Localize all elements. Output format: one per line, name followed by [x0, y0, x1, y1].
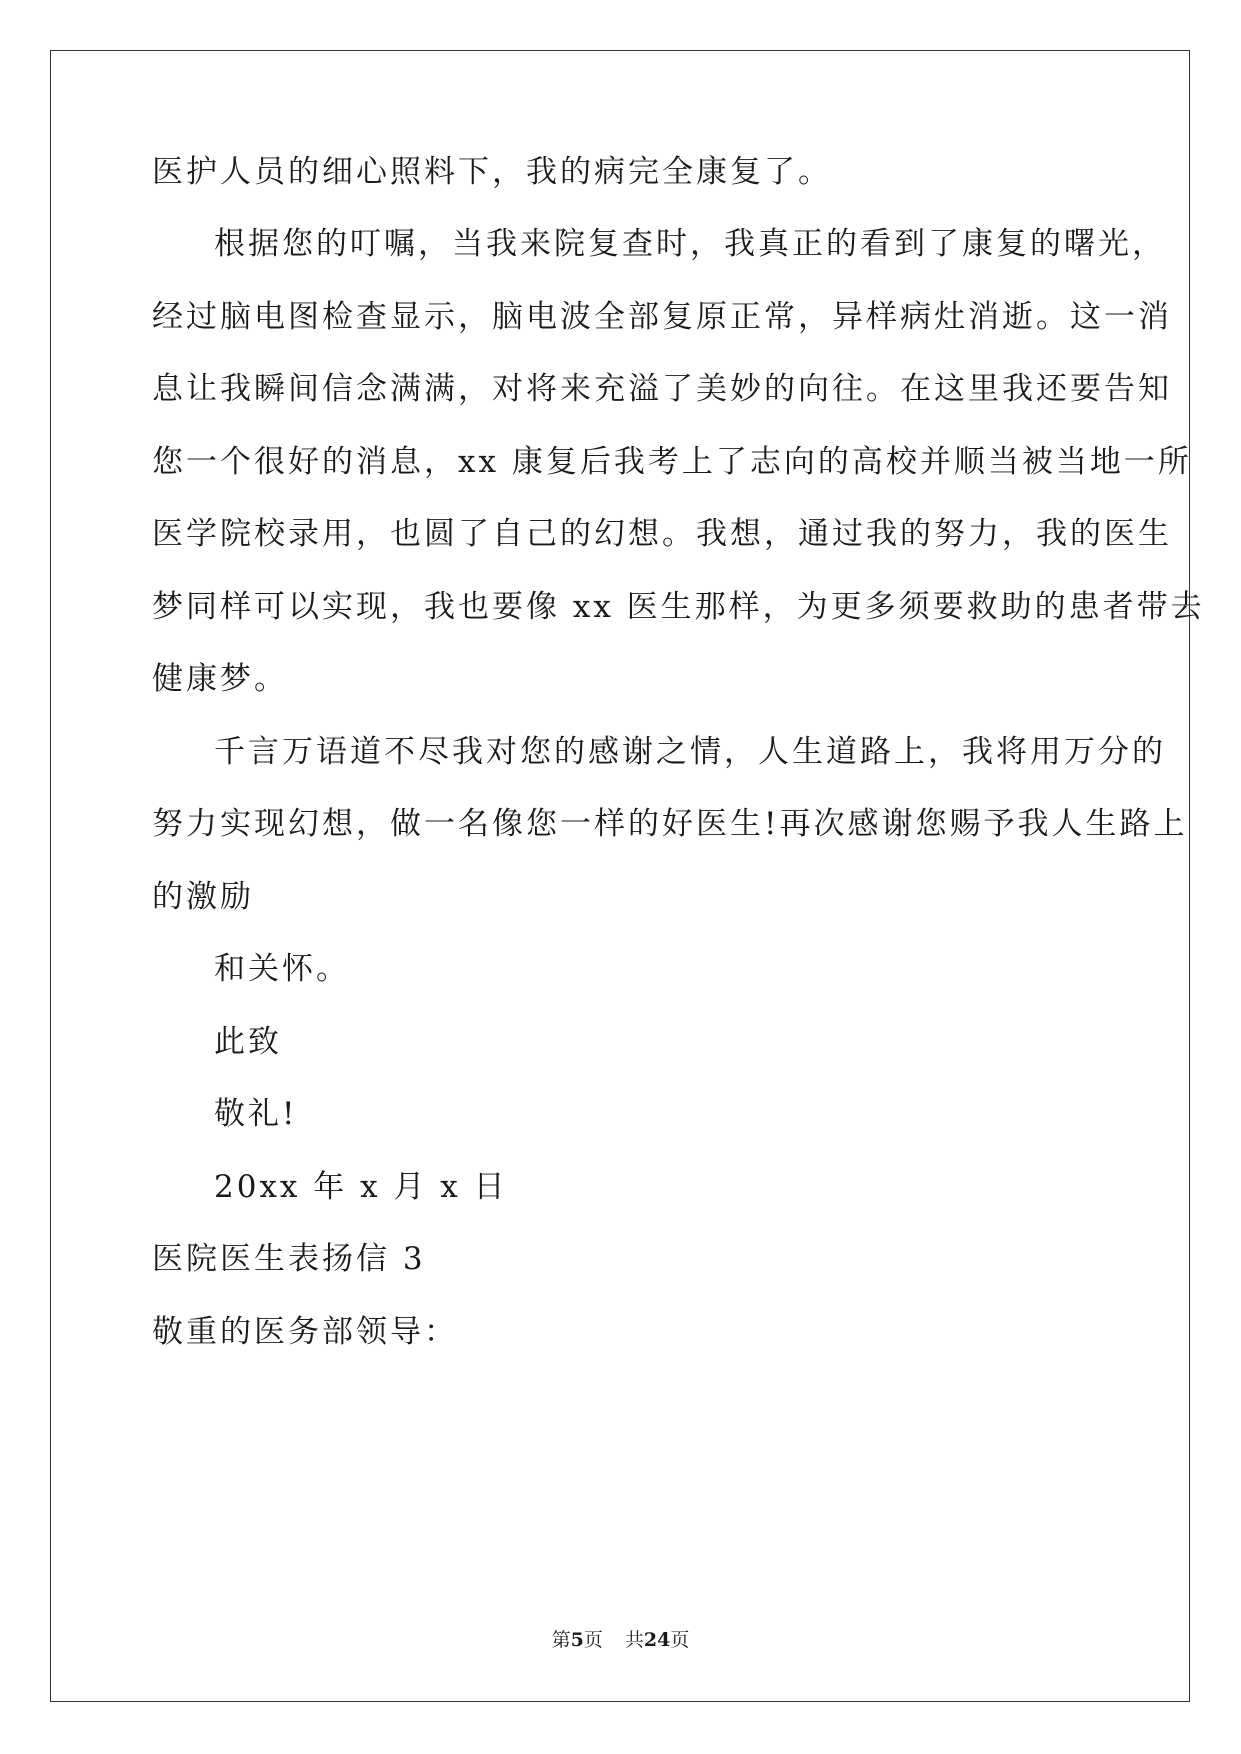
text-line: 息让我瞬间信念满满，对将来充溢了美妙的向往。在这里我还要告知 [152, 371, 1172, 407]
text-line: 医护人员的细心照料下，我的病完全康复了。 [152, 154, 832, 190]
footer-prefix: 第 [551, 1629, 571, 1651]
text-line: 梦同样可以实现，我也要像 xx 医生那样，为更多须要救助的患者带去 [152, 589, 1205, 625]
text-line: 经过脑电图检查显示，脑电波全部复原正常，异样病灶消逝。这一消 [152, 299, 1172, 335]
footer-page-suffix: 页 [583, 1629, 603, 1651]
footer-total-prefix: 共 [624, 1629, 644, 1651]
text-line: 您一个很好的消息，xx 康复后我考上了志向的高校并顺当被当地一所 [152, 444, 1192, 480]
text-line: 医学院校录用，也圆了自己的幻想。我想，通过我的努力，我的医生 [152, 516, 1172, 552]
closing-regards: 敬礼! [214, 1096, 298, 1132]
text-line: 健康梦。 [152, 661, 288, 697]
closing-salutation: 此致 [214, 1024, 282, 1060]
footer-total-suffix: 页 [670, 1629, 690, 1651]
text-line: 和关怀。 [214, 951, 350, 987]
letter-date: 20xx 年 x 月 x 日 [214, 1169, 508, 1205]
page-number: 5 [570, 1629, 584, 1651]
text-line: 根据您的叮嘱，当我来院复查时，我真正的看到了康复的曙光， [214, 226, 1166, 262]
text-line: 努力实现幻想，做一名像您一样的好医生!再次感谢您赐予我人生路上 [152, 806, 1188, 842]
total-pages: 24 [643, 1629, 671, 1651]
letter-greeting: 敬重的医务部领导： [152, 1314, 458, 1350]
text-line: 的激励 [152, 879, 254, 915]
page-footer [0, 1628, 1241, 1652]
text-line: 千言万语道不尽我对您的感谢之情，人生道路上，我将用万分的 [214, 734, 1166, 770]
section-title: 医院医生表扬信 3 [152, 1241, 426, 1277]
